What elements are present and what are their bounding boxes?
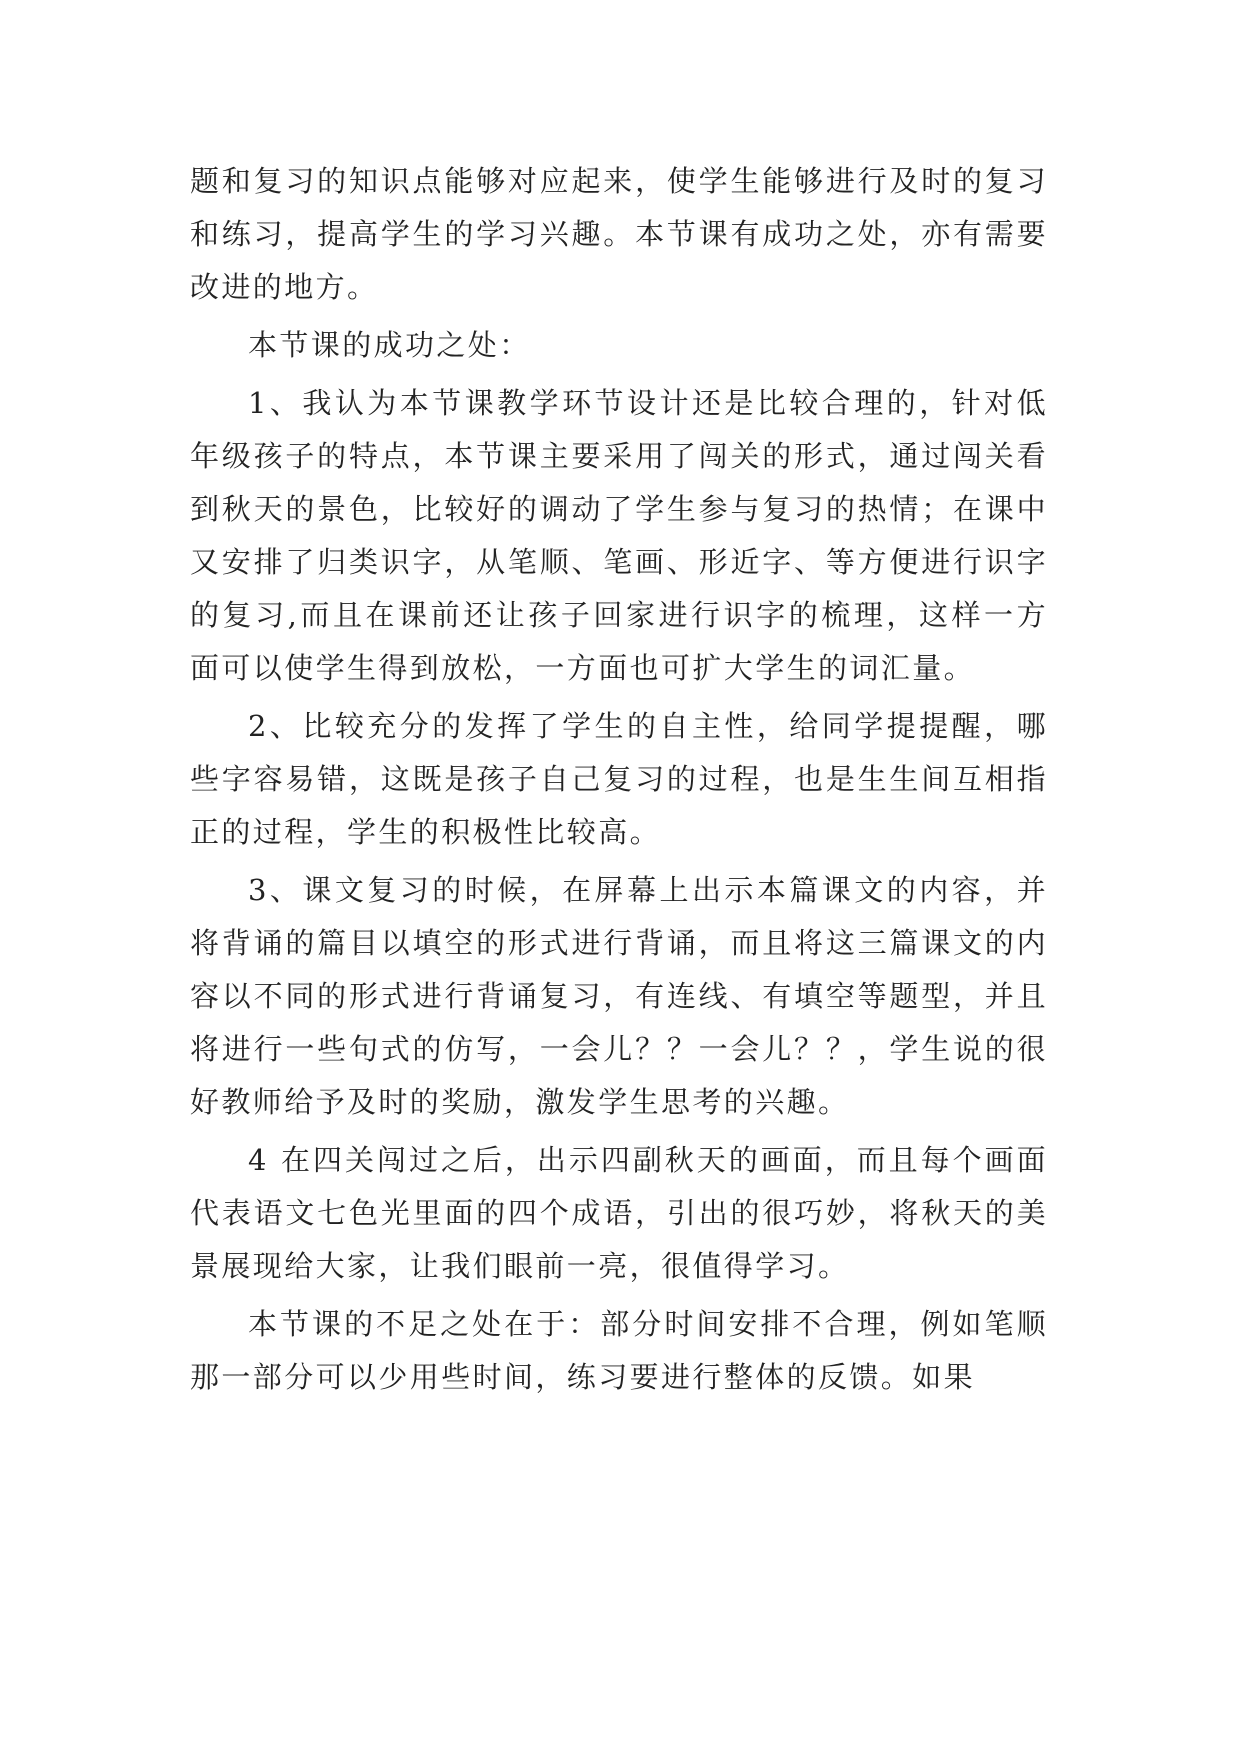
document-body <box>190 155 1048 1409</box>
paragraph-point-1: 1、我认为本节课教学环节设计还是比较合理的，针对低年级孩子的特点，本节课主要采用了闯关的形式，通过闯关看到秋天的景色，比较好的调动了学生参与复习的热情；在课中又安排了归类识字，从笔顺、笔画、形近字、等方便进行识字的复习,而且在课前还让孩子回家进行识字的梳理，这样一方面可以使学生得到放松，一方面也可扩大学生的词汇量。 <box>190 386 1048 685</box>
paragraph-success-heading: 本节课的成功之处： <box>248 328 531 362</box>
paragraph-point-3: 3、课文复习的时候，在屏幕上出示本篇课文的内容，并将背诵的篇目以填空的形式进行背诵，而且将这三篇课文的内容以不同的形式进行背诵复习，有连线、有填空等题型，并且将进行一些句式的仿写，一会儿？？一会儿？？，学生说的很好教师给予及时的奖励，激发学生思考的兴趣。 <box>190 873 1048 1119</box>
paragraph-point-2: 2、比较充分的发挥了学生的自主性，给同学提提醒，哪些字容易错，这既是孩子自己复习的过程，也是生生间互相指正的过程，学生的积极性比较高。 <box>190 709 1048 849</box>
paragraph-continuation: 题和复习的知识点能够对应起来，使学生能够进行及时的复习和练习，提高学生的学习兴趣。本节课有成功之处，亦有需要改进的地方。 <box>190 164 1048 304</box>
paragraph-shortcomings: 本节课的不足之处在于：部分时间安排不合理，例如笔顺那一部分可以少用些时间，练习要进行整体的反馈。如果 <box>190 1307 1048 1394</box>
paragraph-point-4: 4 在四关闯过之后，出示四副秋天的画面，而且每个画面代表语文七色光里面的四个成语，引出的很巧妙，将秋天的美景展现给大家，让我们眼前一亮，很值得学习。 <box>190 1143 1048 1283</box>
